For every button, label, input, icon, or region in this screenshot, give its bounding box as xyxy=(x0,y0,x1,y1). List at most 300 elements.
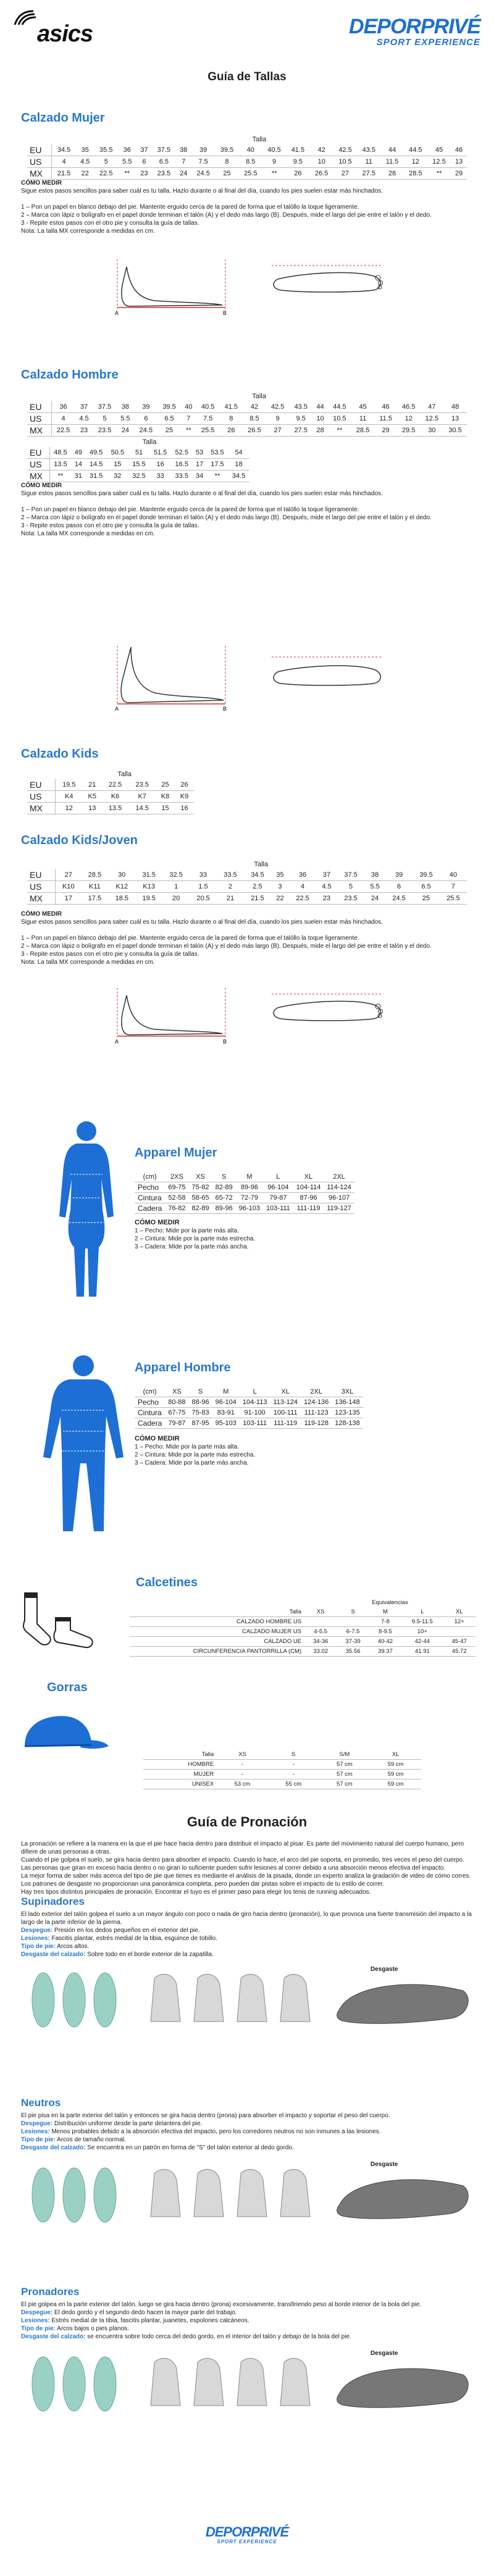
table-cell: 39.5 xyxy=(215,144,238,156)
svg-text:A: A xyxy=(115,1039,119,1045)
row-label: Cadera xyxy=(135,1203,165,1214)
table-cell: 96-104 xyxy=(212,1397,240,1408)
table-cell: 16 xyxy=(149,459,171,470)
table-cell: 37.5 xyxy=(93,401,117,413)
table-cell: K6 xyxy=(102,791,129,803)
row-label: Cadera xyxy=(135,1418,165,1429)
column-header: S xyxy=(337,1607,369,1617)
table-cell: 89-96 xyxy=(212,1203,236,1214)
table-cell: 24.5 xyxy=(135,425,158,437)
table-cell: 4 xyxy=(51,413,75,425)
table-cell: 59 cm xyxy=(370,1779,421,1789)
pronation-intro: La pronación se refiere a la manera en la que el pie hace hacia dentro para distribuir el impacto al pisar. Es parte del movimiento natural del cuerpo humano, pero difiere de unas personas a otras. Cuando el pie golpea el suelo, se gira hacia dentro para absorber el impacto. Cuando lo hace, el arco del pie soporta, en promedio, tres veces el peso del cuerpo. Las personas que giran en exceso hacia dentro o no giran lo suficiente pueden sufrir lesiones al correr debido a una absorción menos efectiva del impacto. La mejor forma de saber más acerca del tipo de pie que tienes es mediante el análisis de la pisada, donde un experto analiza la gradación de video de cómo corres. Los patrones de desgaste no proporcionan una panorámica completa, pero pueden dar pistas sobre el impacto de tu estilo de correr. Hay tres tipos distintos principales de pronación. Encontrar el tuyo es el primer paso para elegir los tenis de running adecuados. xyxy=(21,1841,471,1896)
table-cell: 27 xyxy=(266,425,290,437)
deporprive-logo: DEPORPRIVÉ SPORT EXPERIENCE xyxy=(349,15,480,48)
table-cell: 20.5 xyxy=(190,893,217,905)
table-cell: - xyxy=(268,1770,319,1779)
column-header: L xyxy=(401,1607,443,1617)
table-cell: 31.5 xyxy=(85,470,107,482)
table-cell: 23.5 xyxy=(152,168,175,180)
table-cell: 53 cm xyxy=(217,1779,268,1789)
table-cell: 42.5 xyxy=(266,401,290,413)
table-cell: 103-111 xyxy=(240,1418,270,1429)
table-cell: 95-103 xyxy=(212,1418,240,1429)
table-cell: 35.56 xyxy=(337,1647,369,1657)
table-cell: K9 xyxy=(175,791,194,803)
table-cell: 30.5 xyxy=(443,425,467,437)
table-cell: 32.5 xyxy=(128,470,150,482)
row-label: EU xyxy=(27,144,52,156)
table-cell: 36 xyxy=(118,144,136,156)
table-cell: 36 xyxy=(51,401,75,413)
table-cell: 65-72 xyxy=(212,1193,236,1203)
row-label: Pecho xyxy=(135,1397,165,1408)
table-cell: 7 xyxy=(440,881,467,893)
table-cell: 21.5 xyxy=(52,168,76,180)
how-to-measure-mujer: CÓMO MEDIR Sigue estos pasos sencillos para saber cuál es tu talla. Hazlo durante o al final del día, cuando los pies suelen estar más hinchados. 1 – Pon un papel en blanco debajo del pie. Mantente erguido cerca de la pared de forma que el talóllo la toque ligeramente. 2 – Marca con lápiz o bolígrafo en el papel donde terminan el talón (A) y el dedo más largo (B). Después, mide el largo del pie entre el talón y el dedo. 3 - Repite estos pasos con el otro pie y consulta la guía de tallas. Nota: La talla MX corresponde a medidas en cm. xyxy=(21,180,432,235)
size-table-gorras xyxy=(143,1750,421,1789)
table-row xyxy=(135,1418,363,1429)
table-cell: 83-91 xyxy=(212,1408,240,1418)
table-cell: 43.5 xyxy=(357,144,380,156)
table-cell: 10 xyxy=(312,413,328,425)
column-header: XS xyxy=(165,1387,188,1397)
table-cell: K7 xyxy=(128,791,156,803)
section-title-calzado-joven: Calzado Kids/Joven xyxy=(21,834,138,847)
table-row xyxy=(27,413,467,425)
table-cell: 8.5 xyxy=(243,413,266,425)
man-silhouette-icon xyxy=(37,1352,130,1537)
table-cell: 46.5 xyxy=(397,401,421,413)
table-cell: 54 xyxy=(228,447,249,459)
table-cell: 123-135 xyxy=(332,1408,362,1418)
table-cell: 49.5 xyxy=(85,447,107,459)
table-cell: 24.5 xyxy=(191,168,215,180)
foot-measure-illustration-mujer xyxy=(93,254,401,316)
table-cell: 29 xyxy=(451,168,467,180)
table-cell: 37 xyxy=(316,869,337,881)
table-cell: 42-44 xyxy=(401,1637,443,1647)
table-cell: 44 xyxy=(381,144,404,156)
table-cell xyxy=(304,1617,337,1627)
row-label: Cintura xyxy=(135,1193,165,1203)
table-cell: 4.5 xyxy=(75,413,93,425)
table-cell: 12.5 xyxy=(427,156,451,168)
table-cell: 13 xyxy=(443,413,467,425)
label-b: B xyxy=(223,310,227,316)
table-cell: 76-82 xyxy=(165,1203,188,1214)
row-label: EU xyxy=(27,401,51,413)
column-header: 2XL xyxy=(301,1387,332,1397)
table-cell: ** xyxy=(427,168,451,180)
table-cell: 33.5 xyxy=(171,470,193,482)
table-row xyxy=(135,1203,354,1214)
table-cell: 40.5 xyxy=(196,401,220,413)
footer-logo: DEPORPRIVÉ SPORT EXPERIENCE xyxy=(205,2524,289,2545)
table-cell: 8 xyxy=(220,413,243,425)
table-cell: 9 xyxy=(266,413,290,425)
table-cell: 46 xyxy=(451,144,467,156)
table-cell: 75-82 xyxy=(189,1182,212,1193)
size-table-calzado-hombre xyxy=(27,391,467,437)
asics-stripes-icon xyxy=(12,10,37,26)
table-cell: ** xyxy=(181,425,196,437)
title-supinadores: Supinadores xyxy=(21,1896,85,1907)
cap-icon xyxy=(12,1709,111,1758)
table-row xyxy=(143,1760,421,1770)
table-cell: 39 xyxy=(191,144,215,156)
table-row xyxy=(130,1617,475,1627)
table-cell: 6.5 xyxy=(412,881,440,893)
table-cell: 31.5 xyxy=(135,869,162,881)
table-cell: 41.5 xyxy=(220,401,243,413)
table-corner xyxy=(130,1598,304,1607)
desgaste-label-pronadores: Desgaste xyxy=(371,2350,398,2357)
table-cell: 37 xyxy=(75,401,93,413)
row-label: HOMBRE xyxy=(143,1760,217,1770)
table-cell: 10.5 xyxy=(328,413,351,425)
table-cell: 67-75 xyxy=(165,1408,188,1418)
table-cell: 12 xyxy=(397,413,421,425)
size-table-calzado-kids xyxy=(27,769,194,814)
size-table-calzado-joven xyxy=(27,859,467,905)
table-cell: 44.5 xyxy=(328,401,351,413)
table-cell: 37-39 xyxy=(337,1637,369,1647)
column-header: M xyxy=(236,1172,263,1182)
table-cell: 44.5 xyxy=(404,144,427,156)
table-cell: 41.5 xyxy=(286,144,309,156)
column-header: L xyxy=(263,1172,293,1182)
table-cell: 27.5 xyxy=(357,168,380,180)
column-header: Talla xyxy=(143,1750,217,1760)
table-cell: 128-138 xyxy=(332,1418,362,1429)
table-cell: 45-47 xyxy=(443,1637,475,1647)
table-cell: 9.5 xyxy=(289,413,312,425)
table-cell: 22.5 xyxy=(102,779,129,791)
table-cell: 91-100 xyxy=(240,1408,270,1418)
table-cell: 21 xyxy=(217,893,244,905)
column-header: M xyxy=(212,1387,240,1397)
table-cell: 7 xyxy=(181,413,196,425)
table-cell: 40 xyxy=(239,144,262,156)
table-cell: 87-95 xyxy=(189,1418,212,1429)
table-cell: 4.5 xyxy=(316,881,337,893)
table-cell: 15 xyxy=(156,803,175,814)
supinadores-illustration xyxy=(19,1966,475,2034)
row-label: UNISEX xyxy=(143,1779,217,1789)
table-cell: 28.5 xyxy=(404,168,427,180)
table-cell: 30 xyxy=(108,869,135,881)
table-caption: Equivalencias xyxy=(372,1599,408,1606)
table-cell: 4 xyxy=(52,156,76,168)
table-cell: 59 cm xyxy=(370,1770,421,1779)
table-cell: 41.91 xyxy=(401,1647,443,1657)
table-cell: 4.5 xyxy=(76,156,94,168)
asics-logo: asics xyxy=(37,21,93,47)
table-cell: 23 xyxy=(75,425,93,437)
svg-text:B: B xyxy=(223,1039,227,1045)
table-cell: 104-114 xyxy=(293,1182,324,1193)
table-cell: K4 xyxy=(55,791,82,803)
table-cell: 12+ xyxy=(443,1617,475,1627)
table-cell: 6.5 xyxy=(157,413,181,425)
table-cell: 39 xyxy=(135,401,158,413)
column-header: XS xyxy=(189,1172,212,1182)
table-cell: 27 xyxy=(333,168,357,180)
table-cell: 52-58 xyxy=(165,1193,188,1203)
table-cell: 8 xyxy=(215,156,238,168)
table-cell: K10 xyxy=(56,881,82,893)
row-label: US xyxy=(27,791,55,803)
row-label: US xyxy=(27,459,49,470)
table-cell: 7.5 xyxy=(196,413,220,425)
size-table-calzado-mujer xyxy=(27,135,467,180)
desgaste-label-supinadores: Desgaste xyxy=(371,1966,398,1973)
table-cell: 16 xyxy=(175,803,194,814)
table-cell: 57 cm xyxy=(319,1760,371,1770)
section-title-apparel-hombre: Apparel Hombre xyxy=(135,1361,231,1374)
table-cell: 8.5 xyxy=(239,156,262,168)
column-header: XS xyxy=(217,1750,268,1760)
table-cell: 17 xyxy=(56,893,82,905)
table-row xyxy=(27,156,467,168)
table-cell: 33 xyxy=(149,470,171,482)
desgaste-label-neutros: Desgaste xyxy=(371,2161,398,2168)
table-cell: 40-42 xyxy=(369,1637,401,1647)
row-label: US xyxy=(27,881,56,893)
table-cell: 13.5 xyxy=(102,803,129,814)
table-cell: 30 xyxy=(421,425,444,437)
table-cell: 39.5 xyxy=(157,401,181,413)
table-cell: 103-111 xyxy=(263,1203,293,1214)
table-cell: 69-75 xyxy=(165,1182,188,1193)
table-cell: 96-107 xyxy=(324,1193,354,1203)
table-cell: 25.5 xyxy=(239,168,262,180)
table-cell: 22.5 xyxy=(51,425,75,437)
table-cell: 11.5 xyxy=(381,156,404,168)
row-label: Pecho xyxy=(135,1182,165,1193)
table-caption: Talla xyxy=(117,771,132,778)
column-header: XL xyxy=(443,1607,475,1617)
table-cell: 13.5 xyxy=(49,459,71,470)
table-cell: 5 xyxy=(93,413,117,425)
table-row xyxy=(130,1647,475,1657)
table-cell: 6.5 xyxy=(152,156,175,168)
table-row xyxy=(27,779,194,791)
table-cell: 40 xyxy=(181,401,196,413)
row-label: MX xyxy=(27,893,56,905)
table-cell: 36 xyxy=(289,869,316,881)
table-cell: 24 xyxy=(176,168,192,180)
table-cell: 23.5 xyxy=(128,779,156,791)
table-cell: K8 xyxy=(156,791,175,803)
table-row xyxy=(27,791,194,803)
table-cell: 72-79 xyxy=(236,1193,263,1203)
table-cell: 6 xyxy=(135,413,158,425)
table-cell: 24 xyxy=(364,893,385,905)
neutros-illustration xyxy=(19,2161,475,2229)
table-row xyxy=(135,1193,354,1203)
table-cell: 136-148 xyxy=(332,1397,362,1408)
table-cell: 37 xyxy=(136,144,153,156)
table-cell: 22.5 xyxy=(289,893,316,905)
table-cell: 24.5 xyxy=(385,893,412,905)
table-cell: 53 xyxy=(193,447,207,459)
table-row xyxy=(130,1627,475,1637)
table-cell: 111-119 xyxy=(270,1418,301,1429)
table-cell: 124-136 xyxy=(301,1397,332,1408)
how-to-measure-hombre: CÓMO MEDIR Sigue estos pasos sencillos para saber cuál es tu talla. Hazlo durante o al final del día, cuando los pies suelen estar más hinchados. 1 – Pon un papel en blanco debajo del pie. Mantente erguido cerca de la pared de forma que el talóllo la toque ligeramente. 2 – Marca con lápiz o bolígrafo en el papel donde terminan el talón (A) y el dedo más largo (B). Después, mide el largo del pie entre el talón y el dedo. 3 - Repite estos pasos con el otro pie y consulta la guía de tallas. Nota: La talla MX corresponde a medidas en cm. xyxy=(21,482,432,537)
title-pronadores: Pronadores xyxy=(21,2286,80,2298)
table-cell: 28 xyxy=(381,168,404,180)
table-cell: K11 xyxy=(81,881,108,893)
table-cell: 33.02 xyxy=(304,1647,337,1657)
table-cell: 96-103 xyxy=(236,1203,263,1214)
table-cell: 25 xyxy=(157,425,181,437)
table-row xyxy=(27,470,249,482)
how-to-measure-joven: CÓMO MEDIR Sigue estos pasos sencillos para saber cuál es tu talla. Hazlo durante o al final del día, cuando los pies suelen estar más hinchados. 1 – Pon un papel en blanco debajo del pie. Mantente erguido cerca de la pared de forma que el talóllo la toque ligeramente. 2 – Marca con lápiz o bolígrafo en el papel donde terminan el talón (A) y el dedo más largo (B). Después, mide el largo del pie entre el talón y el dedo. 3 - Repite estos pasos con el otro pie y consulta la guía de tallas. Nota: La talla MX corresponde a medidas en cm. xyxy=(21,911,432,966)
table-cell: 10.5 xyxy=(333,156,357,168)
section-title-calzado-kids: Calzado Kids xyxy=(21,747,99,761)
table-cell: 8-9.5 xyxy=(369,1627,401,1637)
row-label: MX xyxy=(27,168,52,180)
table-cell: 23.5 xyxy=(93,425,117,437)
row-label: CALZADO MUJER US xyxy=(130,1627,304,1637)
table-row xyxy=(135,1408,363,1418)
table-row xyxy=(27,447,249,459)
table-cell: 5.5 xyxy=(118,156,136,168)
table-cell: 52.5 xyxy=(171,447,193,459)
row-label: MX xyxy=(27,470,49,482)
table-cell: 15 xyxy=(107,459,128,470)
table-cell: 20 xyxy=(162,893,190,905)
table-cell: 80-88 xyxy=(165,1397,188,1408)
table-cell: - xyxy=(217,1770,268,1779)
table-corner xyxy=(27,769,55,779)
table-cell: 50.5 xyxy=(107,447,128,459)
table-cell: 58-65 xyxy=(189,1193,212,1203)
size-table-apparel-hombre xyxy=(135,1387,363,1429)
column-header: (cm) xyxy=(135,1172,165,1182)
table-cell xyxy=(337,1617,369,1627)
table-cell: 43.5 xyxy=(289,401,312,413)
table-cell: 10+ xyxy=(401,1627,443,1637)
table-cell: 27.5 xyxy=(289,425,312,437)
table-cell: 3 xyxy=(271,881,289,893)
table-cell: 25.5 xyxy=(196,425,220,437)
label-a: A xyxy=(115,310,119,316)
table-cell: 35.5 xyxy=(94,144,118,156)
table-cell: 18.5 xyxy=(108,893,135,905)
table-cell: 96-104 xyxy=(263,1182,293,1193)
table-cell: 22 xyxy=(271,893,289,905)
table-cell: 17.5 xyxy=(81,893,108,905)
table-row xyxy=(27,893,467,905)
table-cell: 100-111 xyxy=(270,1408,301,1418)
foot-side-icon-joven xyxy=(93,983,401,1045)
section-title-calzado-hombre: Calzado Hombre xyxy=(21,368,119,382)
table-cell: 11 xyxy=(351,413,375,425)
table-cell: 5 xyxy=(94,156,118,168)
column-header: S xyxy=(212,1172,236,1182)
column-header: 3XL xyxy=(332,1387,362,1397)
size-table-calzado-hombre-2 xyxy=(27,437,249,482)
table-cell: 7 xyxy=(176,156,192,168)
table-cell: 38 xyxy=(176,144,192,156)
table-cell: 51.5 xyxy=(149,447,171,459)
table-cell: 45 xyxy=(427,144,451,156)
row-label: CIRCUNFERENCIA PANTORRILLA (CM) xyxy=(130,1647,304,1657)
table-caption: Talla xyxy=(252,136,267,143)
table-cell: 1.5 xyxy=(190,881,217,893)
section-title-calcetines: Calcetines xyxy=(136,1576,198,1589)
how-to-measure-apparel-mujer: CÓMO MEDIR 1 – Pecho: Mide por la parte más alta. 2 – Cintura: Mide por la parte más estrecha. 3 – Cadera: Mide por la parte más ancha. xyxy=(135,1219,256,1250)
table-cell: 87-96 xyxy=(293,1193,324,1203)
table-cell: 24 xyxy=(116,425,134,437)
table-cell: 114-124 xyxy=(324,1182,354,1193)
table-cell: 119-128 xyxy=(301,1418,332,1429)
socks-icon xyxy=(12,1581,105,1655)
table-cell: 42 xyxy=(310,144,333,156)
table-cell: ** xyxy=(118,168,136,180)
table-cell: 23 xyxy=(316,893,337,905)
column-header: XS xyxy=(304,1607,337,1617)
table-cell: 111-123 xyxy=(301,1408,332,1418)
column-header: L xyxy=(240,1387,270,1397)
table-cell: 119-127 xyxy=(324,1203,354,1214)
column-header: XL xyxy=(370,1750,421,1760)
row-label: Cintura xyxy=(135,1408,165,1418)
table-cell: 42 xyxy=(243,401,266,413)
row-label: EU xyxy=(27,779,55,791)
table-cell: - xyxy=(217,1760,268,1770)
table-cell: 7-8 xyxy=(369,1617,401,1627)
header xyxy=(0,0,494,59)
table-cell: 14 xyxy=(71,459,85,470)
table-cell: 5.5 xyxy=(116,413,134,425)
row-label: US xyxy=(27,156,52,168)
row-label: CALZADO UE xyxy=(130,1637,304,1647)
table-cell: 75-83 xyxy=(189,1408,212,1418)
table-cell: 4-5.5 xyxy=(304,1627,337,1637)
table-row xyxy=(130,1637,475,1647)
table-cell: 88-96 xyxy=(189,1397,212,1408)
table-cell: 26.5 xyxy=(243,425,266,437)
table-cell: ** xyxy=(328,425,351,437)
table-cell: 2 xyxy=(217,881,244,893)
table-cell: K13 xyxy=(135,881,162,893)
table-cell: 82-89 xyxy=(212,1182,236,1193)
table-cell: 22 xyxy=(76,168,94,180)
foot-side-icon xyxy=(93,254,401,316)
table-cell: 57 cm xyxy=(319,1779,371,1789)
text-neutros: El pie pisa en la parte exterior del talón y entonces se gira hacia dentro (prona) para absorber el impacto y soportar el peso del cuerpo. Despegue: Distribución uniforme desde la parte delantera del pie. Lesiones: Menos probables debido a la absorción efectiva del impacto, pero los corredores neutros no son inmunes a las lesiones. Tipo de pie: Arcos de tamaño normal. Desgaste del calzado: Se encuentra en un patrón en forma de "S" del talón exterior al dedo gordo. xyxy=(21,2112,390,2151)
table-row xyxy=(27,459,249,470)
table-cell: 25 xyxy=(215,168,238,180)
pronadores-illustration xyxy=(19,2350,475,2418)
table-cell: 5.5 xyxy=(364,881,385,893)
table-row xyxy=(27,425,467,437)
table-cell: 18 xyxy=(228,459,249,470)
table-row xyxy=(27,168,467,180)
table-cell: 19.5 xyxy=(55,779,82,791)
table-row xyxy=(27,803,194,814)
table-cell: 39.37 xyxy=(369,1647,401,1657)
table-cell: ** xyxy=(49,470,71,482)
table-cell: 2.5 xyxy=(244,881,271,893)
table-cell: 13 xyxy=(451,156,467,168)
table-cell: 1 xyxy=(162,881,190,893)
